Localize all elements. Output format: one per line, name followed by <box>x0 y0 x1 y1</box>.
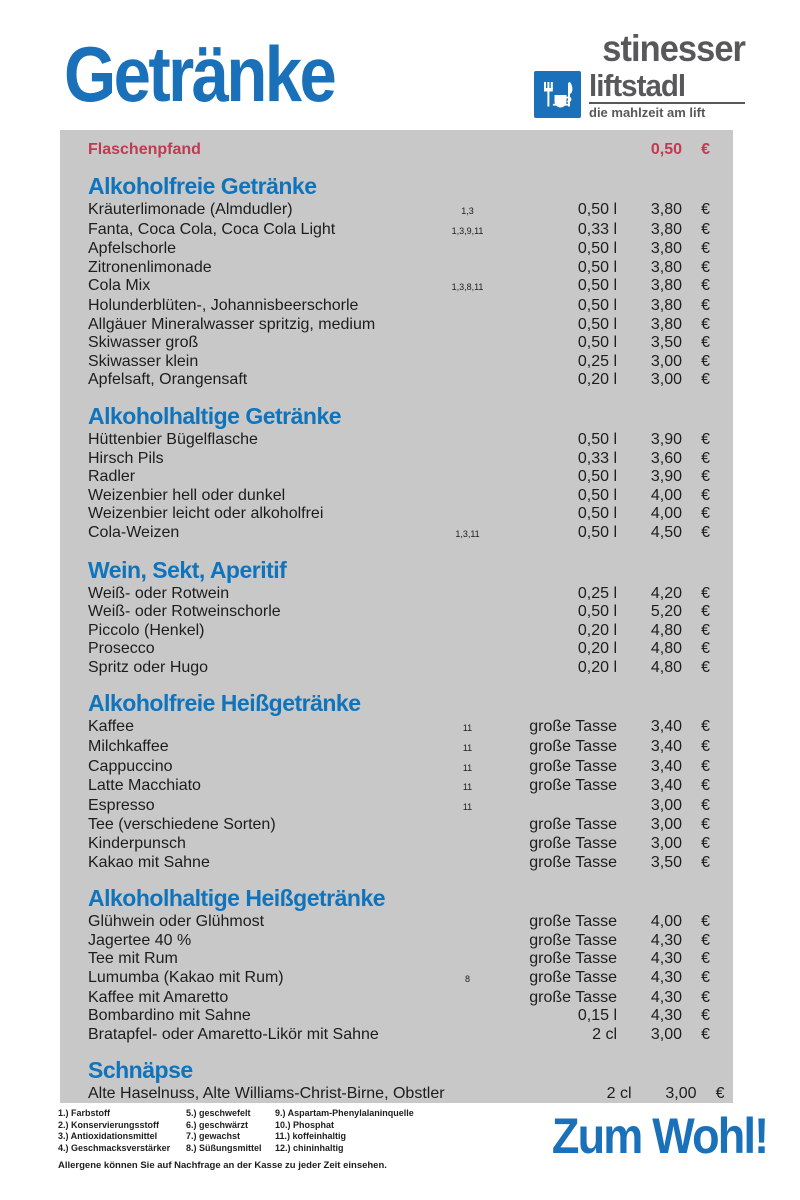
item-price: 4,30 <box>650 988 682 1006</box>
item-refs: 11 <box>462 782 473 793</box>
item-currency: € <box>701 777 710 795</box>
item-price: 4,20 <box>650 584 682 602</box>
menu-item-row <box>88 240 710 259</box>
brand-tagline: die mahlzeit am lift <box>589 105 706 120</box>
item-name: Hüttenbier Bügelflasche <box>88 430 258 448</box>
item-name: Fanta, Coca Cola, Coca Cola Light <box>88 220 336 238</box>
menu-item-row <box>88 835 710 854</box>
section-title: Alkoholhaltige Heißgetränke <box>88 885 386 912</box>
item-price: 4,80 <box>650 658 682 676</box>
menu-item-row <box>88 277 710 297</box>
item-size: große Tasse <box>529 777 617 795</box>
item-currency: € <box>701 449 710 467</box>
item-currency: € <box>701 201 710 218</box>
item-price: 5,20 <box>650 603 682 621</box>
menu-item-row <box>88 524 710 544</box>
menu-item-row <box>88 969 710 989</box>
item-price: 3,40 <box>650 777 682 795</box>
item-name: Kaffee <box>88 718 134 736</box>
item-currency: € <box>701 220 710 238</box>
item-price: 3,90 <box>650 468 682 486</box>
menu-item-row <box>88 316 710 335</box>
item-currency: € <box>701 816 710 834</box>
item-currency: € <box>701 718 710 736</box>
item-currency: € <box>701 621 710 639</box>
item-refs: 1,3,9,11 <box>451 225 484 236</box>
item-name: Cappuccino <box>88 757 173 775</box>
item-refs: 11 <box>462 801 473 812</box>
item-name: Apfelsaft, Orangensaft <box>88 371 248 389</box>
deposit-row <box>88 139 710 160</box>
item-size: 0,50 l <box>577 505 617 523</box>
item-currency: € <box>701 969 710 986</box>
item-name: Kräuterlimonade (Almdudler) <box>88 201 293 218</box>
footnote-item: 6.) geschwärzt <box>186 1119 249 1130</box>
item-size: große Tasse <box>529 718 617 736</box>
item-name: Bratapfel- oder Amaretto-Likör mit Sahne <box>88 1025 379 1043</box>
item-price: 3,00 <box>665 1085 697 1103</box>
item-price: 3,50 <box>650 334 682 352</box>
item-name: Weizenbier hell oder dunkel <box>88 486 286 504</box>
item-price: 3,80 <box>650 277 682 295</box>
item-size: große Tasse <box>529 816 617 834</box>
item-currency: € <box>701 796 710 814</box>
item-size: 0,20 l <box>577 621 617 639</box>
item-name: Milchkaffee <box>88 738 169 756</box>
menu-item-row <box>88 334 710 353</box>
menu-item-row <box>88 585 710 604</box>
menu-item-row <box>88 738 710 758</box>
item-refs: 1,3,11 <box>455 528 480 539</box>
item-currency: € <box>701 486 710 504</box>
menu-item-row <box>88 758 710 778</box>
menu-item-row <box>88 353 710 372</box>
item-size: große Tasse <box>529 931 617 949</box>
item-currency: € <box>701 371 710 389</box>
item-size: große Tasse <box>529 757 617 775</box>
footnote-column <box>186 1108 275 1154</box>
item-currency: € <box>701 352 710 370</box>
item-price: 4,30 <box>650 1007 682 1025</box>
item-name: Cola Mix <box>88 277 151 295</box>
item-currency: € <box>701 505 710 523</box>
item-currency: € <box>701 640 710 658</box>
menu-item-row <box>88 201 710 221</box>
menu-item-row <box>88 505 710 524</box>
item-name: Kaffee mit Amaretto <box>88 988 229 1006</box>
item-name: Radler <box>88 468 136 486</box>
menu-item-row <box>88 777 710 797</box>
menu-item-row <box>88 221 710 241</box>
item-name: Spritz oder Hugo <box>88 658 209 676</box>
item-refs: 8 <box>464 974 470 984</box>
item-price: 3,80 <box>650 220 682 238</box>
item-refs: 1,3 <box>461 206 474 216</box>
page-title: Getränke <box>64 30 335 118</box>
item-price: 4,50 <box>650 523 682 541</box>
item-price: 4,00 <box>650 913 682 931</box>
item-size: 0,25 l <box>577 584 617 602</box>
footer <box>0 1108 800 1172</box>
item-refs: 11 <box>462 762 473 773</box>
item-name: Zitronenlimonade <box>88 258 212 276</box>
menu-item-row <box>88 487 710 506</box>
item-size: 0,25 l <box>577 352 617 370</box>
menu-item-row <box>88 468 710 487</box>
item-currency: € <box>701 950 710 968</box>
item-currency: € <box>701 334 710 352</box>
item-currency: € <box>701 468 710 486</box>
item-currency: € <box>715 1085 725 1103</box>
footnote-item: 4.) Geschmacksverstärker <box>58 1142 171 1153</box>
item-price: 4,30 <box>650 950 682 968</box>
item-currency: € <box>701 931 710 949</box>
menu-item-row <box>88 718 710 738</box>
item-name: Jagertee 40 % <box>88 931 192 949</box>
item-size: 0,50 l <box>577 603 617 621</box>
menu-item-row <box>88 854 710 873</box>
item-price: 3,90 <box>650 430 682 448</box>
deposit-label: Flaschenpfand <box>88 141 201 158</box>
item-size: große Tasse <box>529 988 617 1006</box>
item-price: 3,00 <box>650 835 682 853</box>
item-currency: € <box>701 315 710 333</box>
footnote-item: 12.) chininhaltig <box>275 1142 344 1153</box>
item-size: große Tasse <box>529 913 617 931</box>
section-title: Alkoholfreie Getränke <box>88 173 317 199</box>
item-price: 4,30 <box>650 931 682 949</box>
item-name: Tee (verschiedene Sorten) <box>88 816 276 834</box>
item-size: große Tasse <box>529 853 617 871</box>
item-currency: € <box>701 277 710 295</box>
item-price: 3,40 <box>650 718 682 736</box>
menu-item-row <box>88 816 710 835</box>
footnote-item: 9.) Aspartam-Phenylalaninquelle <box>275 1108 414 1118</box>
item-name: Skiwasser klein <box>88 352 199 370</box>
item-price: 3,80 <box>650 296 682 314</box>
footnote-item: 10.) Phosphat <box>275 1119 335 1130</box>
item-size: große Tasse <box>529 738 617 756</box>
item-name: Prosecco <box>88 640 155 658</box>
deposit-currency: € <box>701 141 710 158</box>
item-price: 3,80 <box>650 258 682 276</box>
menu-item-row <box>88 797 710 817</box>
fork-cup-knife-icon <box>534 71 581 118</box>
section-title: Schnäpse <box>88 1057 193 1084</box>
item-name: Allgäuer Mineralwasser spritzig, medium <box>88 315 376 333</box>
item-refs: 11 <box>462 743 473 754</box>
menu-item-row <box>88 431 710 450</box>
item-currency: € <box>701 658 710 676</box>
section-title: Alkoholhaltige Getränke <box>88 402 342 429</box>
footnote-item: 11.) koffeinhaltig <box>275 1131 347 1141</box>
item-size: 0,33 l <box>577 220 617 238</box>
item-price: 4,80 <box>650 640 682 658</box>
item-price: 3,60 <box>650 449 682 467</box>
item-price: 3,00 <box>650 371 682 389</box>
item-size: 0,20 l <box>577 640 617 658</box>
item-size: 0,20 l <box>577 658 617 676</box>
menu-item-row <box>88 989 710 1008</box>
item-name: Espresso <box>88 796 155 814</box>
item-price: 4,00 <box>650 486 682 504</box>
item-price: 3,50 <box>650 853 682 871</box>
item-currency: € <box>701 584 710 602</box>
menu-item-row <box>88 913 710 932</box>
section-title: Alkoholfreie Heißgetränke <box>88 690 361 717</box>
menu-sections <box>88 173 725 1104</box>
brand-subname: liftstadl <box>589 68 686 103</box>
item-name: Skiwasser groß <box>88 334 199 352</box>
item-currency: € <box>701 1025 710 1043</box>
menu-item-row <box>88 1007 710 1026</box>
item-price: 3,40 <box>650 738 682 756</box>
item-name: Weiß- oder Rotwein <box>88 584 230 602</box>
item-size: 0,50 l <box>577 523 617 541</box>
item-currency: € <box>701 988 710 1006</box>
item-price: 4,80 <box>650 621 682 639</box>
footnote-column <box>58 1108 186 1154</box>
menu-item-row <box>88 603 710 622</box>
item-size: 0,50 l <box>577 334 617 352</box>
item-name: Bombardino mit Sahne <box>88 1007 251 1025</box>
item-name: Lumumba (Kakao mit Rum) <box>88 969 284 986</box>
farewell-message: Zum Wohl! <box>551 1108 767 1164</box>
item-price: 3,00 <box>650 352 682 370</box>
item-currency: € <box>701 1007 710 1025</box>
item-name: Weizenbier leicht oder alkoholfrei <box>88 505 324 523</box>
item-currency: € <box>701 853 710 871</box>
footnote-item: 3.) Antioxidationsmittel <box>58 1131 158 1141</box>
item-size: 0,50 l <box>577 277 617 295</box>
footnote-item: 5.) geschwefelt <box>186 1108 251 1118</box>
item-name: Kinderpunsch <box>88 835 186 853</box>
item-price: 3,80 <box>650 240 682 258</box>
item-currency: € <box>701 738 710 756</box>
menu-item-row <box>88 1085 725 1104</box>
menu-item-row <box>88 950 710 969</box>
item-size: 0,50 l <box>577 468 617 486</box>
item-size: große Tasse <box>529 950 617 968</box>
item-size: 2 cl <box>606 1085 632 1103</box>
menu-item-row <box>88 659 710 678</box>
item-price: 3,80 <box>650 201 682 218</box>
item-size: 0,50 l <box>577 315 617 333</box>
menu-item-row <box>88 450 710 469</box>
item-currency: € <box>701 430 710 448</box>
item-currency: € <box>701 835 710 853</box>
item-name: Latte Macchiato <box>88 777 201 795</box>
menu-item-row <box>88 1026 710 1045</box>
item-name: Apfelschorle <box>88 240 177 258</box>
item-price: 3,00 <box>650 816 682 834</box>
section-title: Wein, Sekt, Aperitif <box>88 556 287 583</box>
item-size: große Tasse <box>529 835 617 853</box>
item-size: 0,15 l <box>577 1007 617 1025</box>
menu-item-row <box>88 371 710 390</box>
item-currency: € <box>701 603 710 621</box>
item-size: 2 cl <box>592 1025 617 1043</box>
item-name: Weiß- oder Rotweinschorle <box>88 603 281 621</box>
menu-item-row <box>88 259 710 278</box>
item-name: Cola-Weizen <box>88 523 180 541</box>
item-size: 0,50 l <box>577 296 617 314</box>
item-name: Tee mit Rum <box>88 950 178 968</box>
footnote-item: 2.) Konservierungsstoff <box>58 1119 160 1130</box>
footnote-column <box>275 1108 414 1154</box>
footnote-item: 7.) gewachst <box>186 1131 241 1141</box>
deposit-price: 0,50 <box>650 141 682 158</box>
brand-logo <box>533 30 745 120</box>
item-name: Kakao mit Sahne <box>88 853 210 871</box>
item-refs: 1,3,8,11 <box>451 282 484 293</box>
item-currency: € <box>701 258 710 276</box>
item-currency: € <box>701 913 710 931</box>
item-name: Piccolo (Henkel) <box>88 621 205 639</box>
item-name: Hirsch Pils <box>88 449 164 467</box>
item-currency: € <box>701 757 710 775</box>
item-currency: € <box>701 523 710 541</box>
item-size: große Tasse <box>529 969 617 986</box>
item-refs: 11 <box>462 723 473 734</box>
header <box>0 0 800 130</box>
item-price: 3,40 <box>650 757 682 775</box>
item-size: 0,50 l <box>577 258 617 276</box>
item-name: Alte Haselnuss, Alte Williams-Christ-Birne, Obstler <box>88 1085 445 1103</box>
item-price: 4,30 <box>650 969 682 986</box>
item-size: 0,50 l <box>577 201 617 218</box>
item-price: 3,00 <box>650 1025 682 1043</box>
footnote-item: 8.) Süßungsmittel <box>186 1142 262 1153</box>
item-size: 0,50 l <box>577 430 617 448</box>
item-name: Glühwein oder Glühmost <box>88 913 265 931</box>
brand-name: stinesser <box>602 28 745 69</box>
item-currency: € <box>701 240 710 258</box>
allergen-note: Allergene können Sie auf Nachfrage an der Kasse zu jeder Zeit einsehen. <box>58 1160 387 1171</box>
item-size: 0,50 l <box>577 240 617 258</box>
item-currency: € <box>701 296 710 314</box>
item-price: 3,80 <box>650 315 682 333</box>
menu-item-row <box>88 640 710 659</box>
item-price: 3,00 <box>650 796 682 814</box>
menu-item-row <box>88 297 710 316</box>
menu-panel <box>60 130 733 1103</box>
footnotes <box>58 1108 414 1172</box>
footnote-item: 1.) Farbstoff <box>58 1108 111 1118</box>
item-name: Holunderblüten-, Johannisbeerschorle <box>88 296 359 314</box>
item-size: 0,50 l <box>577 486 617 504</box>
item-size: 0,20 l <box>577 371 617 389</box>
menu-item-row <box>88 622 710 641</box>
item-price: 4,00 <box>650 505 682 523</box>
menu-item-row <box>88 932 710 951</box>
item-size: 0,33 l <box>577 449 617 467</box>
